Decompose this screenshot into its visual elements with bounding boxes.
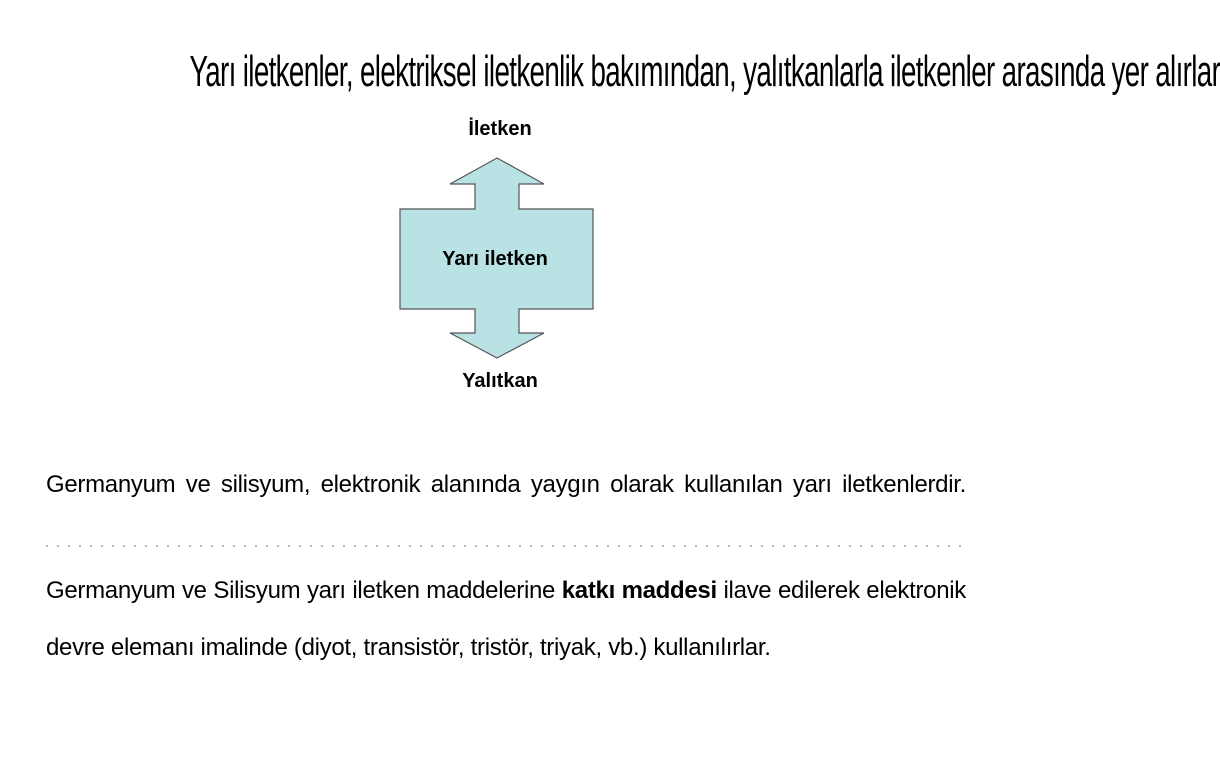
paragraph-doping-bold: katkı maddesi <box>561 577 717 604</box>
paragraph-doping-after: ilave edilerek elektronik <box>716 577 967 604</box>
paragraph-doping-line2: devre elemanı imalinde (diyot, transistör, tristör, triyak, vb.) kullanılırlar. <box>46 634 771 661</box>
label-insulator: Yalıtkan <box>462 370 538 392</box>
slide-title: Yarı iletkenler, elektriksel iletkenlik bakımından, yalıtkanlarla iletkenler arasında yer alırlar <box>189 47 1220 96</box>
label-conductor: İletken <box>468 118 532 140</box>
paragraph-doping-line1 <box>46 574 966 608</box>
label-semiconductor: Yarı iletken <box>442 248 548 270</box>
dotted-separator <box>46 545 966 547</box>
paragraph-doping-before: Germanyum ve Silisyum yarı iletken maddelerine <box>46 577 562 604</box>
paragraph-germanium-silicon: Germanyum ve silisyum, elektronik alanında yaygın olarak kullanılan yarı iletkenlerdir. <box>46 471 966 498</box>
